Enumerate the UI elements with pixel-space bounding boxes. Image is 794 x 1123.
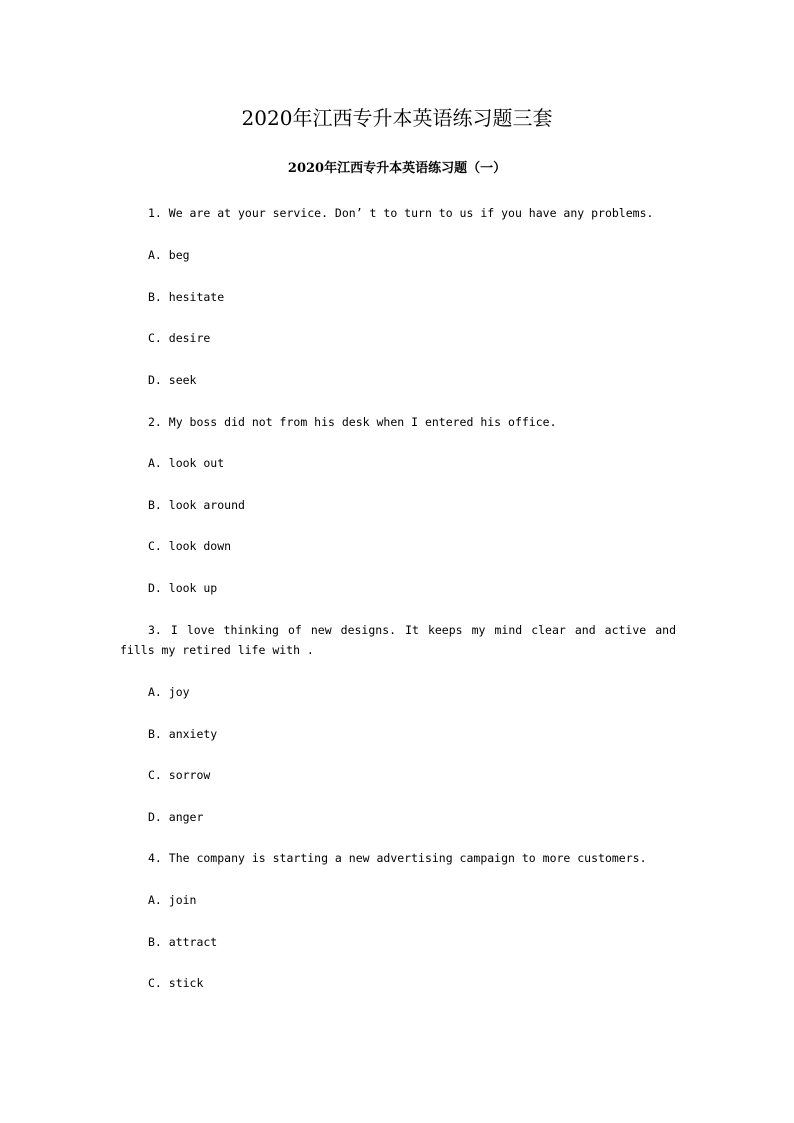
section-title: 2020年江西专升本英语练习题（一） <box>287 161 507 176</box>
question-4-option-c: C. stick <box>148 976 204 990</box>
question-4-option-a: A. join <box>148 893 197 907</box>
question-3-option-a: A. joy <box>148 685 190 699</box>
question-3-stem-line-1: 3. I love thinking of new designs. It keeps my mind clear and active and <box>148 623 676 637</box>
question-1-option-d: D. seek <box>148 373 197 387</box>
question-1-option-a: A. beg <box>148 248 190 262</box>
question-2-option-d: D. look up <box>148 581 218 595</box>
question-2-stem: 2. My boss did not from his desk when I entered his office. <box>148 415 557 429</box>
question-3-option-c: C. sorrow <box>148 768 211 782</box>
question-1-stem: 1. We are at your service. Don’ t to turn to us if you have any problems. <box>148 206 654 220</box>
question-3-option-d: D. anger <box>148 810 204 824</box>
question-4-stem: 4. The company is starting a new advertising campaign to more customers. <box>148 851 647 865</box>
question-3-option-b: B. anxiety <box>148 727 218 741</box>
question-4-option-b: B. attract <box>148 935 218 949</box>
question-1-option-b: B. hesitate <box>148 290 225 304</box>
question-2-option-a: A. look out <box>148 456 225 470</box>
document-title: 2020年江西专升本英语练习题三套 <box>241 106 553 130</box>
question-3-stem-line-2: fills my retired life with . <box>120 643 314 657</box>
question-1-option-c: C. desire <box>148 331 211 345</box>
question-2-option-b: B. look around <box>148 498 245 512</box>
question-2-option-c: C. look down <box>148 539 232 553</box>
